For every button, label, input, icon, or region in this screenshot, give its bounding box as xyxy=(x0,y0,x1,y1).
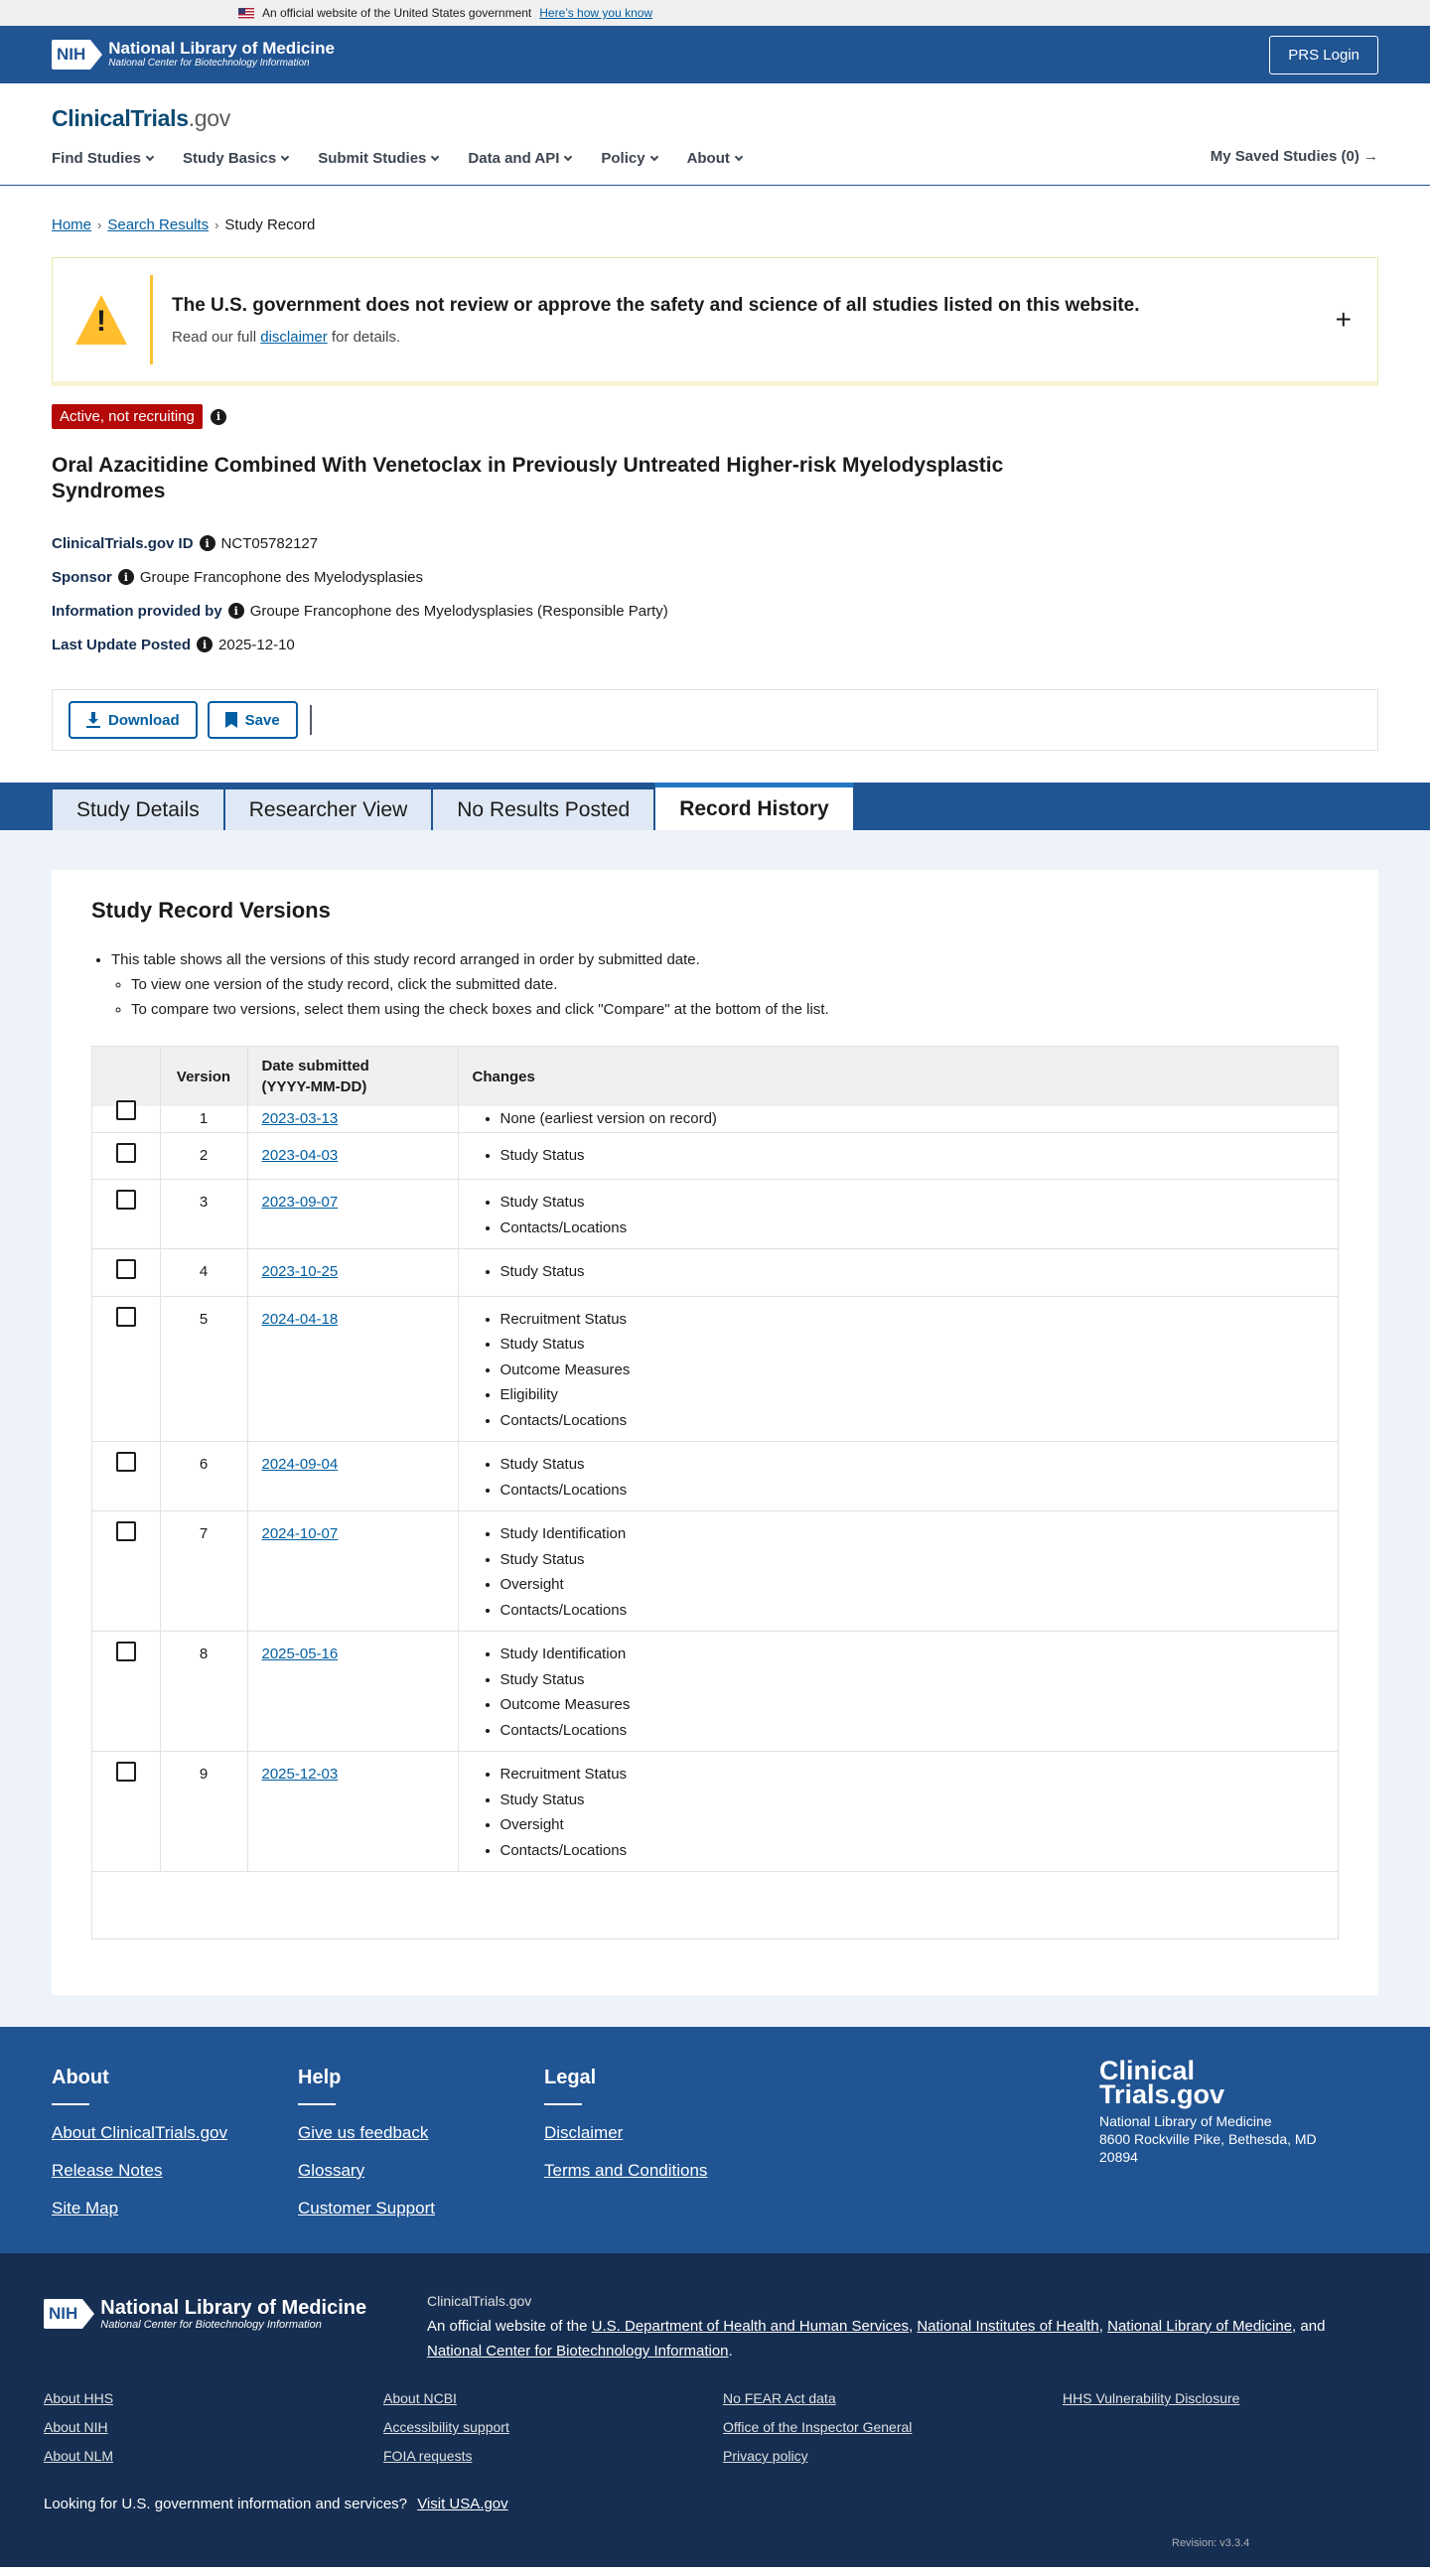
chevron-right-icon: › xyxy=(214,217,219,232)
site-header xyxy=(0,83,1430,186)
change-item: • Oversight xyxy=(500,1812,1325,1838)
study-title: Oral Azacitidine Combined With Venetoclax in Previously Untreated Higher-risk Myelodysplastic Syndromes xyxy=(52,454,1004,502)
meta-label: ClinicalTrials.gov ID xyxy=(52,534,194,552)
meta-row xyxy=(52,628,1378,661)
disclaimer-title: The U.S. government does not review or approve the safety and science of all studies listed on this website. xyxy=(172,294,1140,316)
identifier-footer xyxy=(0,2253,1430,2567)
footer-link[interactable]: Glossary xyxy=(298,2161,365,2180)
change-item: • Study Identification xyxy=(500,1521,1325,1547)
chevron-down-icon xyxy=(735,152,743,160)
change-item: • Outcome Measures xyxy=(500,1692,1325,1718)
meta-label: Sponsor xyxy=(52,568,112,586)
versions-notes xyxy=(91,947,1339,1022)
meta-value: NCT05782127 xyxy=(220,534,319,552)
identifier-link[interactable]: Office of the Inspector General xyxy=(723,2419,913,2435)
version-date-link[interactable]: 2023-09-07 xyxy=(261,1194,339,1211)
nlm-footer-logo[interactable]: NIH National Library of Medicine National Center for Biotechnology Information xyxy=(44,2297,366,2331)
version-date-link[interactable]: 2024-10-07 xyxy=(261,1525,339,1542)
table-row xyxy=(92,1249,1338,1297)
chevron-down-icon xyxy=(649,152,657,160)
change-item: • Study Status xyxy=(500,1452,1325,1478)
agency-link[interactable]: National Institutes of Health xyxy=(917,2318,1099,2335)
change-item: • Oversight xyxy=(500,1572,1325,1598)
version-number: 5 xyxy=(160,1296,247,1442)
site-footer xyxy=(0,2027,1430,2253)
version-checkbox[interactable] xyxy=(116,1452,136,1472)
meta-label: Last Update Posted xyxy=(52,636,192,653)
change-item: • Contacts/Locations xyxy=(500,1598,1325,1624)
nav-submit-studies[interactable]: Submit Studies xyxy=(318,150,438,167)
version-column-header: Version xyxy=(160,1047,247,1106)
disclaimer-link[interactable]: disclaimer xyxy=(260,328,328,346)
change-item: • None (earliest version on record) xyxy=(500,1106,1325,1132)
identifier-link[interactable]: Privacy policy xyxy=(723,2448,808,2464)
versions-heading: Study Record Versions xyxy=(91,898,331,923)
table-row xyxy=(92,1132,1338,1180)
changes-list xyxy=(473,1762,1325,1863)
version-date-link[interactable]: 2025-05-16 xyxy=(261,1646,339,1662)
table-row xyxy=(92,1632,1338,1752)
change-item: • Contacts/Locations xyxy=(500,1408,1325,1434)
identifier-link[interactable]: About NIH xyxy=(44,2419,108,2435)
tab-no-results-posted[interactable]: No Results Posted xyxy=(432,788,654,830)
changes-list xyxy=(473,1143,1325,1169)
footer-help: Help Give us feedback Glossary Customer Support xyxy=(298,2067,435,2218)
gov-banner xyxy=(0,0,1430,26)
info-icon[interactable]: i xyxy=(211,409,226,425)
table-row xyxy=(92,1511,1338,1632)
status-badge: Active, not recruiting xyxy=(52,404,203,429)
meta-row xyxy=(52,526,1378,560)
version-number: 2 xyxy=(160,1132,247,1180)
changes-list xyxy=(473,1106,1325,1132)
nav-policy[interactable]: Policy xyxy=(601,150,656,167)
change-item: • Study Identification xyxy=(500,1642,1325,1667)
version-date-link[interactable]: 2025-12-03 xyxy=(261,1766,339,1783)
agency-link[interactable]: U.S. Department of Health and Human Services xyxy=(591,2318,909,2335)
expand-plus-icon[interactable]: + xyxy=(1335,304,1352,335)
version-number: 9 xyxy=(160,1752,247,1872)
nav-find-studies[interactable]: Find Studies xyxy=(52,150,153,167)
chevron-right-icon: › xyxy=(97,217,102,232)
select-column-header xyxy=(92,1047,160,1106)
chevron-down-icon xyxy=(281,152,289,160)
meta-label: Information provided by xyxy=(52,602,222,620)
meta-row xyxy=(52,594,1378,628)
nav-study-basics[interactable]: Study Basics xyxy=(183,150,288,167)
version-checkbox[interactable] xyxy=(116,1642,136,1661)
table-filler xyxy=(92,1872,1338,1940)
change-item: • Outcome Measures xyxy=(500,1358,1325,1383)
changes-list xyxy=(473,1452,1325,1503)
version-checkbox[interactable] xyxy=(116,1259,136,1279)
meta-value: Groupe Francophone des Myelodysplasies (Responsible Party) xyxy=(249,602,668,620)
footer-address: National Library of Medicine 8600 Rockville Pike, Bethesda, MD 20894 xyxy=(1099,2113,1317,2165)
footer-link[interactable]: Customer Support xyxy=(298,2199,435,2218)
version-checkbox[interactable] xyxy=(116,1762,136,1782)
version-date-link[interactable]: 2023-03-13 xyxy=(261,1110,339,1127)
change-item: • Study Status xyxy=(500,1190,1325,1216)
ncbi-subtitle: National Center for Biotechnology Information xyxy=(108,58,310,69)
nih-badge: NIH xyxy=(52,40,102,70)
change-item: • Study Status xyxy=(500,1143,1325,1169)
footer-link[interactable]: About ClinicalTrials.gov xyxy=(52,2123,227,2142)
version-date-link[interactable]: 2024-09-04 xyxy=(261,1456,339,1473)
bookmark-icon xyxy=(225,712,237,728)
change-item: • Contacts/Locations xyxy=(500,1838,1325,1864)
action-bar xyxy=(52,689,1378,751)
nlm-title: National Library of Medicine xyxy=(108,39,335,58)
info-icon[interactable]: i xyxy=(228,603,244,619)
usa-gov-link[interactable]: Visit USA.gov xyxy=(417,2496,508,2512)
save-button[interactable]: Save xyxy=(208,701,298,739)
changes-list xyxy=(473,1190,1325,1240)
disclaimer-alert xyxy=(52,257,1378,386)
note-item: ◦ To view one version of the study record, click the submitted date. xyxy=(131,972,1339,997)
version-number: 8 xyxy=(160,1632,247,1752)
date-column-header: Date submitted (YYYY-MM-DD) xyxy=(247,1047,458,1106)
change-item: • Recruitment Status xyxy=(500,1762,1325,1788)
divider xyxy=(310,705,312,735)
table-row xyxy=(92,1180,1338,1249)
status-row xyxy=(0,386,1430,429)
breadcrumb xyxy=(0,186,1430,243)
agency-link[interactable]: National Center for Biotechnology Information xyxy=(427,2343,729,2360)
table-row xyxy=(92,1752,1338,1872)
identifier-link[interactable]: HHS Vulnerability Disclosure xyxy=(1063,2390,1240,2406)
footer-link[interactable]: Give us feedback xyxy=(298,2123,429,2142)
info-icon[interactable]: i xyxy=(197,637,213,652)
study-meta xyxy=(0,526,1430,661)
version-checkbox[interactable] xyxy=(116,1100,136,1120)
nih-header xyxy=(0,26,1430,83)
change-item: • Contacts/Locations xyxy=(500,1478,1325,1503)
meta-row xyxy=(52,560,1378,594)
us-flag-icon xyxy=(238,8,254,19)
version-checkbox[interactable] xyxy=(116,1190,136,1210)
footer-brand xyxy=(1099,2056,1317,2166)
tab-bar xyxy=(0,783,1430,830)
meta-value: Groupe Francophone des Myelodysplasies xyxy=(139,568,424,586)
change-item: • Study Status xyxy=(500,1667,1325,1693)
versions-table xyxy=(91,1046,1339,1939)
content-area xyxy=(0,830,1430,2027)
change-item: • Recruitment Status xyxy=(500,1307,1325,1333)
note-item: ◦ To compare two versions, select them using the check boxes and click "Compare" at the bottom of the list. xyxy=(131,997,1339,1022)
nav-about[interactable]: About xyxy=(687,150,742,167)
info-icon[interactable]: i xyxy=(200,535,215,551)
versions-card xyxy=(52,870,1378,1995)
change-item: • Contacts/Locations xyxy=(500,1216,1325,1241)
identifier-links xyxy=(44,2388,1402,2466)
table-row xyxy=(92,1106,1338,1132)
note-item: • This table shows all the versions of this study record arranged in order by submitted date. xyxy=(111,947,1339,972)
nlm-logo[interactable] xyxy=(52,40,335,70)
nav-data-and-api[interactable]: Data and API xyxy=(468,150,571,167)
identifier-link[interactable]: Accessibility support xyxy=(383,2419,509,2435)
gov-banner-text: An official website of the United States government xyxy=(262,6,532,20)
footer-logo[interactable]: Clinical Trials.gov xyxy=(1099,2056,1225,2109)
download-button[interactable]: Download xyxy=(69,701,198,739)
chevron-down-icon xyxy=(564,152,572,160)
version-number: 7 xyxy=(160,1511,247,1632)
agency-link[interactable]: National Library of Medicine xyxy=(1107,2318,1293,2335)
how-you-know-link[interactable]: Here’s how you know xyxy=(539,6,653,20)
change-item: • Study Status xyxy=(500,1547,1325,1573)
my-saved-studies-link[interactable]: My Saved Studies (0) → xyxy=(1210,148,1378,165)
breadcrumb-current: Study Record xyxy=(224,216,316,233)
footer-link[interactable]: Disclaimer xyxy=(544,2123,624,2142)
version-number: 1 xyxy=(160,1106,247,1132)
footer-link[interactable]: Site Map xyxy=(52,2199,119,2218)
identifier-link[interactable]: About NLM xyxy=(44,2448,114,2464)
warning-icon: ! xyxy=(75,295,127,345)
change-item: • Study Status xyxy=(500,1788,1325,1813)
change-item: • Study Status xyxy=(500,1332,1325,1358)
usa-gov-line: Looking for U.S. government information and services? Visit USA.gov xyxy=(44,2496,508,2512)
identifier-link[interactable]: FOIA requests xyxy=(383,2448,473,2464)
version-number: 6 xyxy=(160,1442,247,1511)
download-icon xyxy=(86,712,100,728)
version-checkbox[interactable] xyxy=(116,1307,136,1327)
tab-study-details[interactable]: Study Details xyxy=(52,788,224,830)
identifier-link[interactable]: No FEAR Act data xyxy=(723,2390,836,2406)
changes-list xyxy=(473,1642,1325,1743)
chevron-down-icon xyxy=(146,152,154,160)
version-date-link[interactable]: 2023-04-03 xyxy=(261,1146,339,1164)
disclaimer-text: Read our full disclaimer for details. xyxy=(172,328,401,346)
version-checkbox[interactable] xyxy=(116,1143,136,1163)
revision-label: Revision: v3.3.4 xyxy=(1172,2537,1250,2549)
change-item: • Contacts/Locations xyxy=(500,1718,1325,1744)
version-checkbox[interactable] xyxy=(116,1521,136,1541)
footer-legal: Legal Disclaimer Terms and Conditions xyxy=(544,2067,708,2180)
info-icon[interactable]: i xyxy=(118,569,134,585)
version-date-link[interactable]: 2023-10-25 xyxy=(261,1263,339,1280)
empty-cell xyxy=(1063,2417,1402,2437)
breadcrumb-search-results[interactable]: Search Results xyxy=(107,216,210,233)
footer-link[interactable]: Release Notes xyxy=(52,2161,163,2180)
arrow-right-icon: → xyxy=(1363,148,1378,165)
chevron-down-icon xyxy=(431,152,439,160)
empty-cell xyxy=(1063,2446,1402,2466)
official-website-info: ClinicalTrials.gov An official website of the U.S. Department of Health and Human Services, National Institutes of Health, National Library of Medicine, and National Center for Biotechnology Information. xyxy=(427,2293,1326,2360)
identifier-link[interactable]: About NCBI xyxy=(383,2390,457,2406)
main-nav xyxy=(52,150,1378,167)
changes-list xyxy=(473,1307,1325,1434)
version-number: 4 xyxy=(160,1249,247,1297)
table-row xyxy=(92,1296,1338,1442)
changes-list xyxy=(473,1259,1325,1285)
meta-value: 2025-12-10 xyxy=(218,636,295,653)
prs-login-button[interactable]: PRS Login xyxy=(1269,36,1378,74)
tab-researcher-view[interactable]: Researcher View xyxy=(224,788,433,830)
change-item: • Eligibility xyxy=(500,1382,1325,1408)
changes-column-header: Changes xyxy=(458,1047,1338,1106)
table-row xyxy=(92,1442,1338,1511)
change-item: • Study Status xyxy=(500,1259,1325,1285)
breadcrumb-home[interactable]: Home xyxy=(52,216,92,233)
footer-link[interactable]: Terms and Conditions xyxy=(544,2161,708,2180)
identifier-link[interactable]: About HHS xyxy=(44,2390,114,2406)
clinicaltrials-logo[interactable]: ClinicalTrials.gov xyxy=(52,105,230,131)
version-date-link[interactable]: 2024-04-18 xyxy=(261,1310,339,1328)
footer-about: About About ClinicalTrials.gov Release Notes Site Map xyxy=(52,2067,227,2218)
version-number: 3 xyxy=(160,1180,247,1249)
tab-record-history[interactable]: Record History xyxy=(654,783,854,830)
changes-list xyxy=(473,1521,1325,1623)
